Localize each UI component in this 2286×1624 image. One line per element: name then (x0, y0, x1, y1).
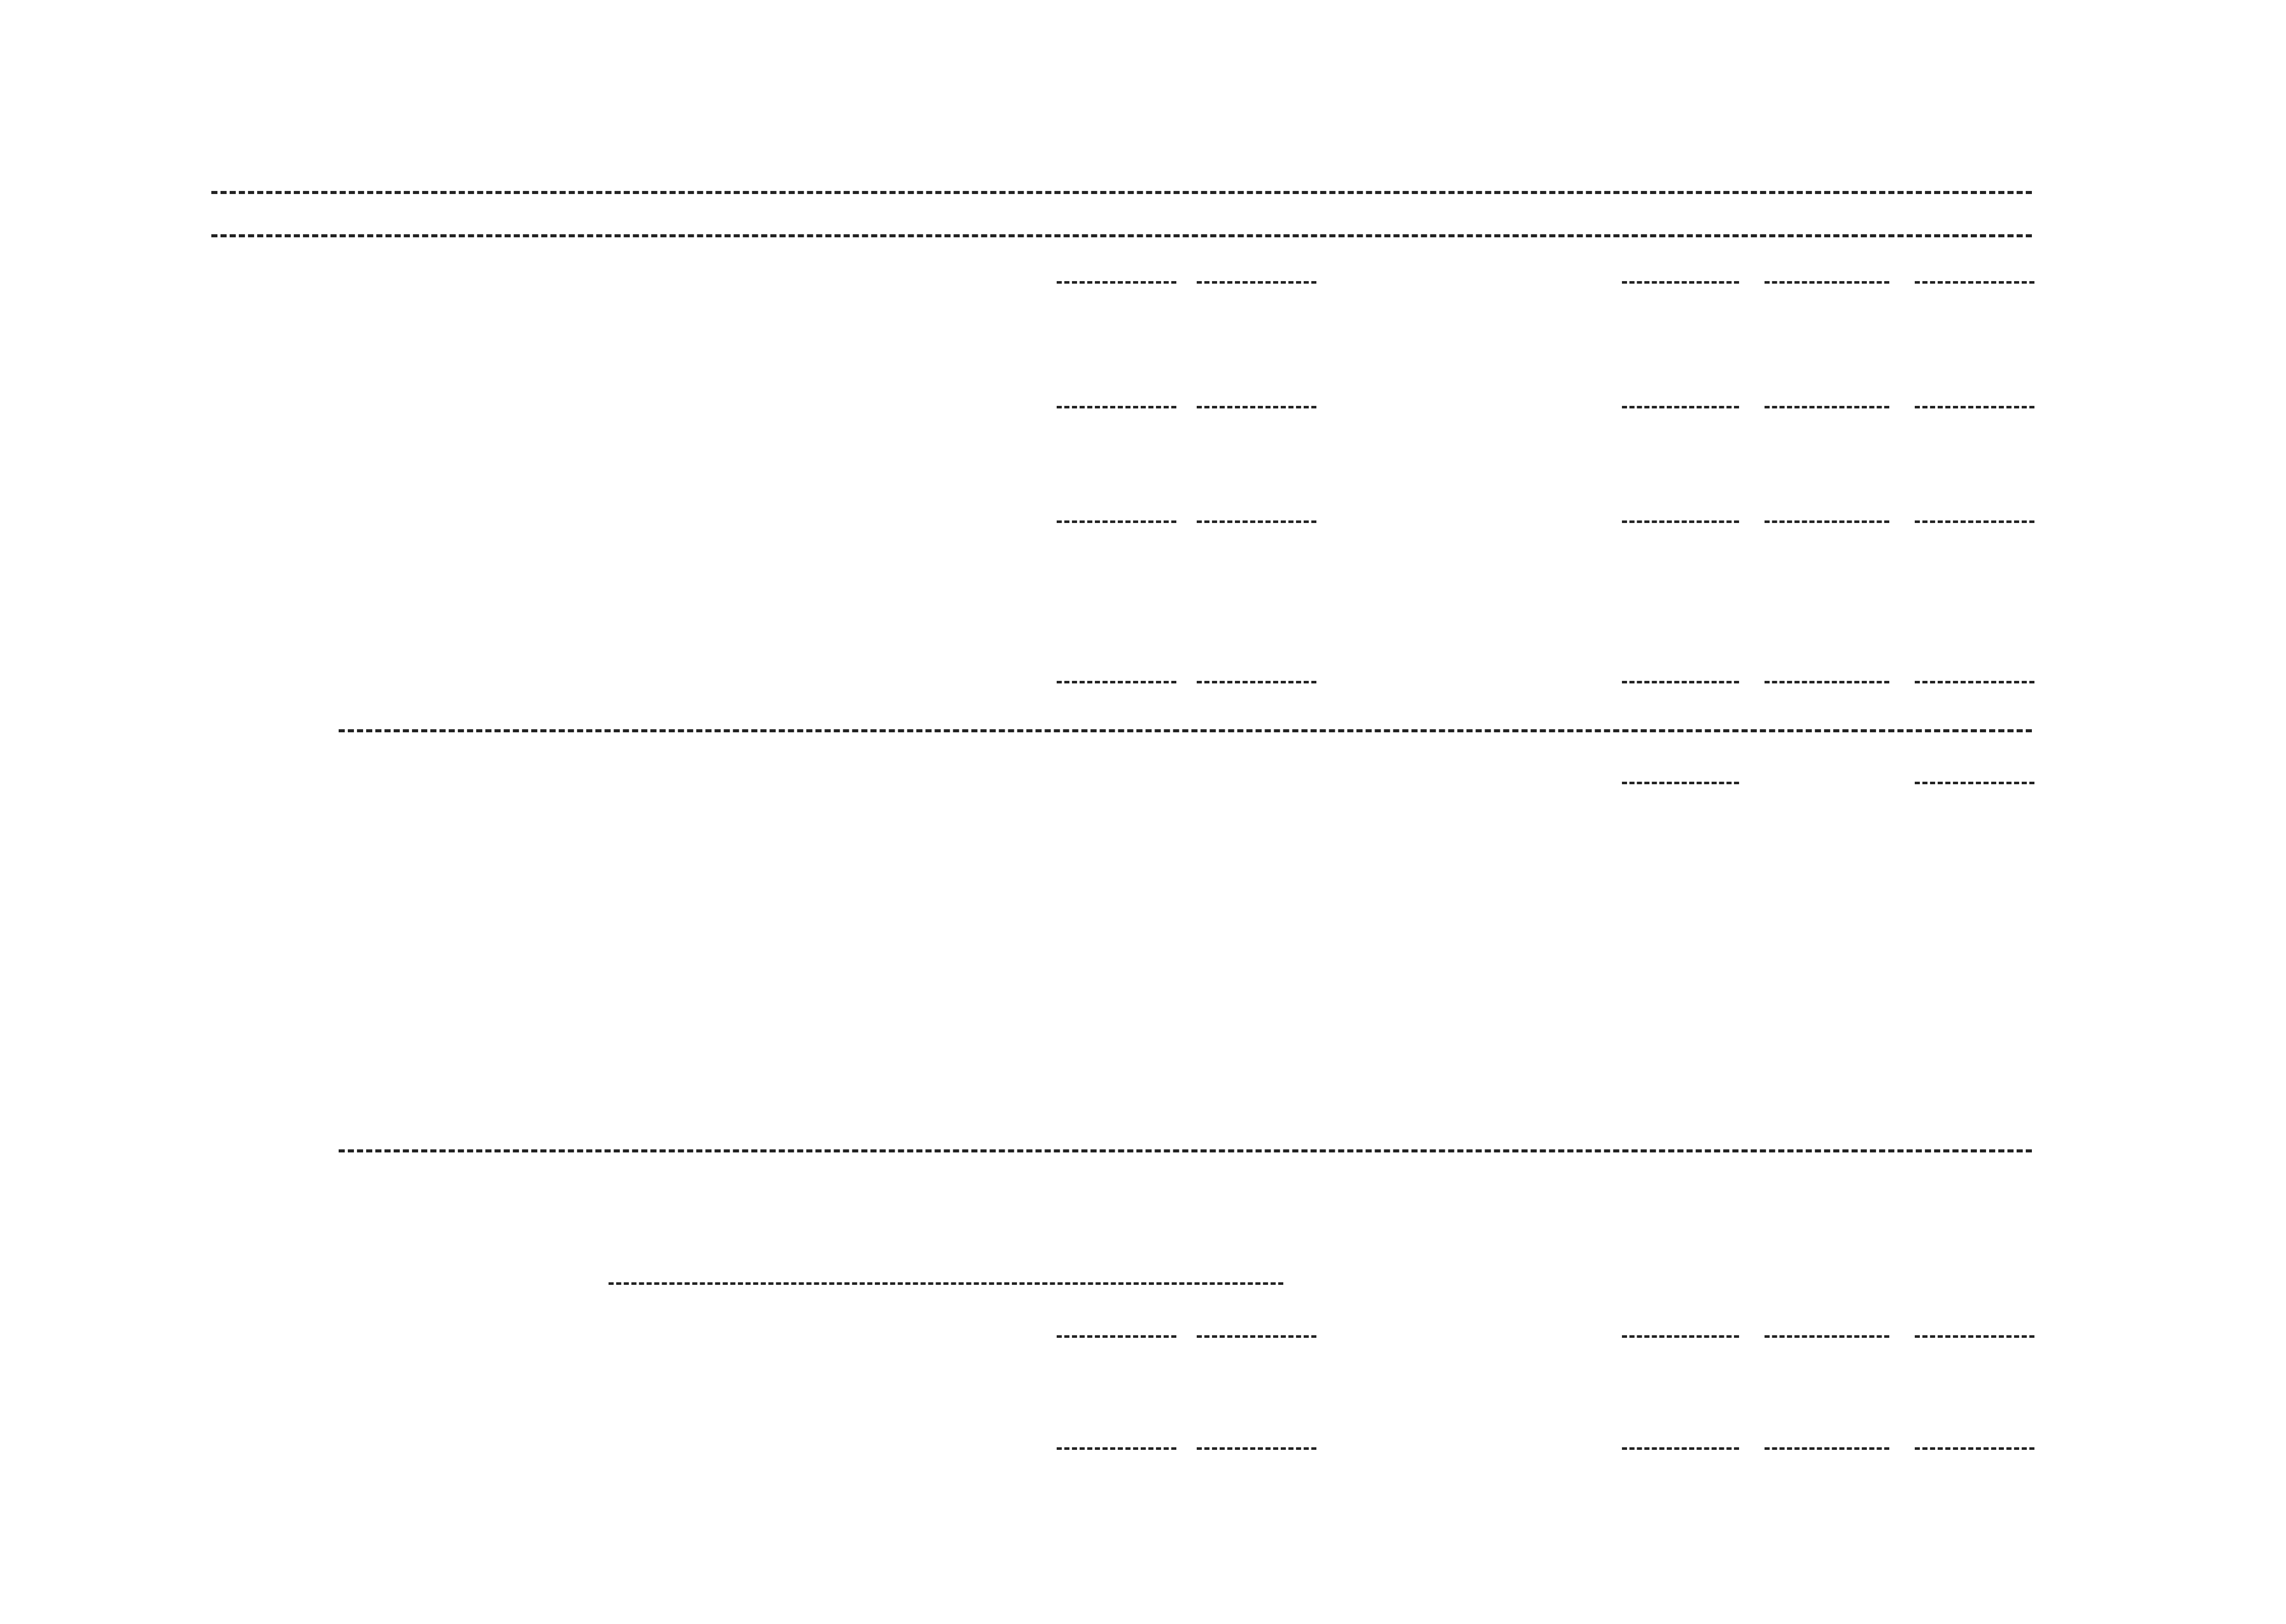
total-rule-top (339, 729, 2032, 732)
item-divider (1765, 520, 1889, 523)
item-divider (1915, 681, 2034, 683)
item-divider (1197, 1335, 1316, 1338)
header-rule-top (211, 191, 2032, 194)
item-divider (1622, 406, 1739, 408)
total-direct-divider (1622, 782, 1739, 784)
item-divider (1915, 1335, 2034, 1338)
item-divider (1057, 406, 1176, 408)
item-divider (1197, 1447, 1316, 1450)
header-rule-bottom (211, 234, 2032, 237)
section-total-rule (339, 1149, 2032, 1152)
section-2-underline (609, 1282, 1283, 1285)
item-divider (1622, 281, 1739, 284)
item-divider (1765, 406, 1889, 408)
item-divider (1197, 520, 1316, 523)
item-divider (1915, 406, 2034, 408)
item-divider (1057, 1335, 1176, 1338)
item-divider (1915, 1447, 2034, 1450)
item-divider (1915, 520, 2034, 523)
total-direct-divider (1915, 782, 2034, 784)
item-divider (1057, 281, 1176, 284)
item-divider (1197, 406, 1316, 408)
item-divider (1765, 281, 1889, 284)
item-divider (1622, 520, 1739, 523)
item-divider (1915, 281, 2034, 284)
item-divider (1765, 1335, 1889, 1338)
item-divider (1622, 1335, 1739, 1338)
item-divider (1197, 281, 1316, 284)
item-divider (1057, 520, 1176, 523)
item-divider (1765, 1447, 1889, 1450)
item-divider (1622, 681, 1739, 683)
item-divider (1057, 1447, 1176, 1450)
item-divider (1197, 681, 1316, 683)
item-divider (1765, 681, 1889, 683)
item-divider (1622, 1447, 1739, 1450)
item-divider (1057, 681, 1176, 683)
